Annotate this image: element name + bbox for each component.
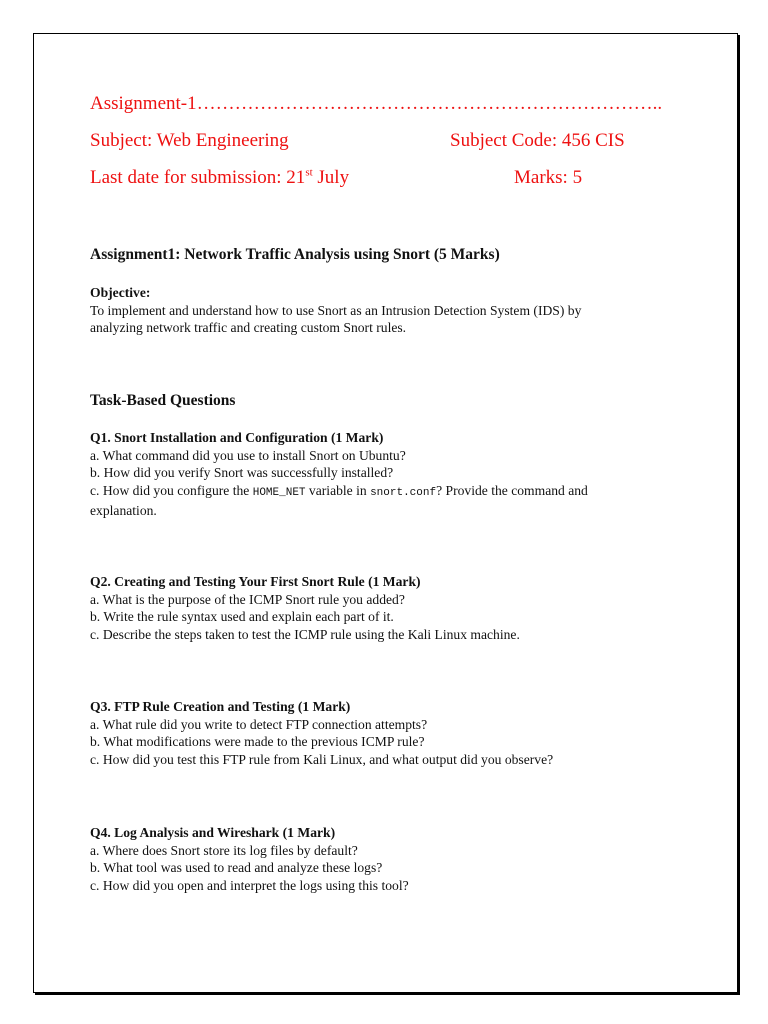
question-item: c. Describe the steps taken to test the ICMP rule using the Kali Linux machine. <box>90 626 520 642</box>
question-4 <box>90 824 690 894</box>
assignment-heading: Assignment-1……………………………………………………………….. <box>90 93 663 114</box>
objective-line: analyzing network traffic and creating custom Snort rules. <box>90 320 407 336</box>
question-title: Q1. Snort Installation and Configuration (1 Mark) <box>90 430 384 445</box>
objective-label: Objective: <box>90 285 151 300</box>
question-item: c. How did you open and interpret the logs using this tool? <box>90 877 409 893</box>
question-2 <box>90 573 690 643</box>
question-3 <box>90 698 690 768</box>
assignment-title: Assignment1: Network Traffic Analysis using Snort (5 Marks) <box>90 246 500 263</box>
question-item: a. What rule did you write to detect FTP connection attempts? <box>90 716 428 732</box>
submission-deadline <box>90 167 349 189</box>
snort-conf-code: snort.conf <box>370 486 437 499</box>
subject-label: Subject: Web Engineering <box>90 130 289 151</box>
question-title: Q2. Creating and Testing Your First Snort Rule (1 Mark) <box>90 574 421 589</box>
home-net-code: HOME_NET <box>252 486 306 499</box>
question-title: Q4. Log Analysis and Wireshark (1 Mark) <box>90 825 336 840</box>
objective-section <box>90 284 690 337</box>
deadline-month: July <box>312 167 350 188</box>
question-item: b. What modifications were made to the previous ICMP rule? <box>90 734 425 750</box>
question-item-continuation: explanation. <box>90 503 157 519</box>
question-item: b. How did you verify Snort was successfully installed? <box>90 465 394 481</box>
objective-line: To implement and understand how to use Snort as an Intrusion Detection System (IDS) by <box>90 302 582 318</box>
tasks-heading: Task-Based Questions <box>90 392 236 409</box>
question-item: a. Where does Snort store its log files by default? <box>90 842 358 858</box>
question-item: b. What tool was used to read and analyze these logs? <box>90 860 383 876</box>
question-item: c. How did you configure the HOME_NET variable in snort.conf? Provide the command and <box>90 482 588 499</box>
question-item: c. How did you test this FTP rule from Kali Linux, and what output did you observe? <box>90 751 554 767</box>
question-item: b. Write the rule syntax used and explain each part of it. <box>90 609 394 625</box>
marks-label: Marks: 5 <box>514 167 583 188</box>
deadline-ordinal: st <box>305 166 313 179</box>
subject-code-label: Subject Code: 456 CIS <box>450 130 625 151</box>
question-title: Q3. FTP Rule Creation and Testing (1 Mark) <box>90 699 351 714</box>
question-item: a. What command did you use to install Snort on Ubuntu? <box>90 447 406 463</box>
question-1 <box>90 429 690 520</box>
question-item: a. What is the purpose of the ICMP Snort rule you added? <box>90 591 405 607</box>
deadline-prefix: Last date for submission: 21 <box>90 167 306 188</box>
